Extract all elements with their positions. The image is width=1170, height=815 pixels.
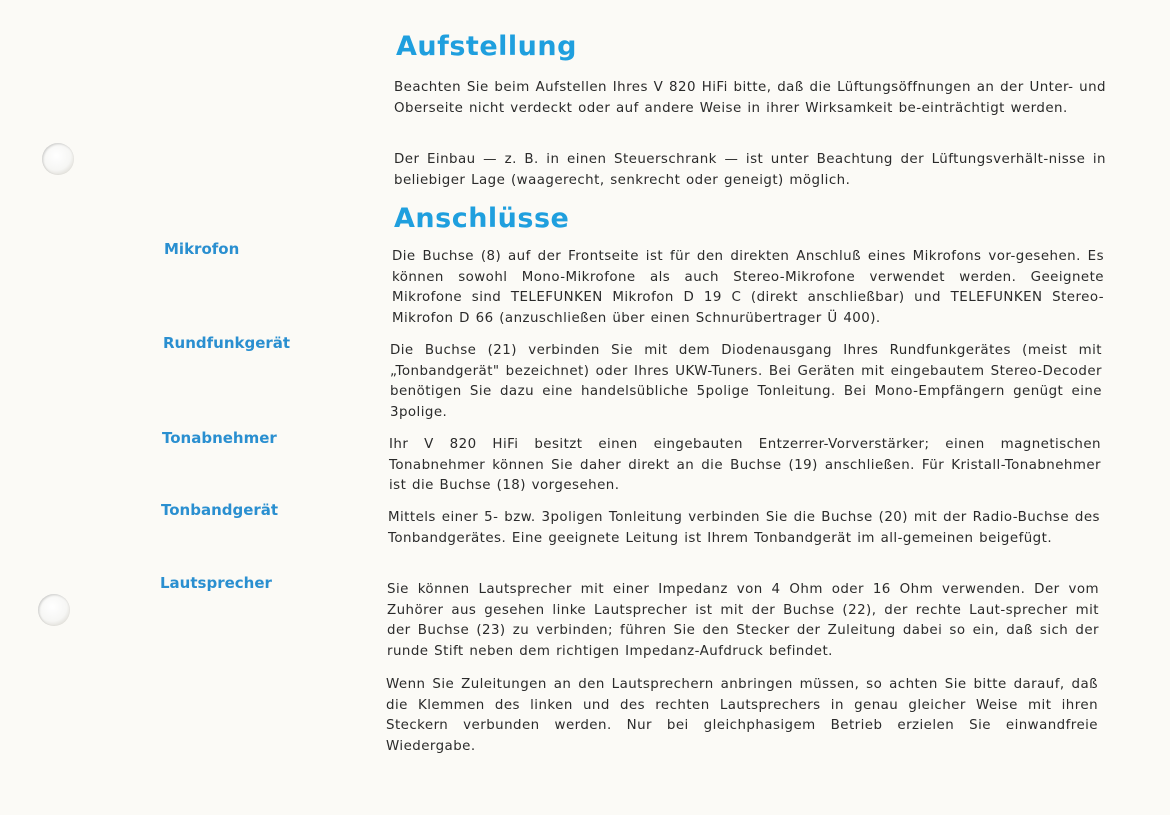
paragraph-tonabnehmer: Ihr V 820 HiFi besitzt einen eingebauten Entzerrer-Vorverstärker; einen magnetischen Tonabnehmer können Sie daher direkt an die Buchse (19) anschließen. Für Kristall-Tonabnehmer ist die Buchse (18) vorgesehen. bbox=[389, 437, 1101, 494]
paragraph-aufstellung-1: Beachten Sie beim Aufstellen Ihres V 820 HiFi bitte, daß die Lüftungsöffnungen an der Unter- und Oberseite nicht verdeckt oder auf andere Weise in ihrer Wirksamkeit be-einträchtigt werden. bbox=[394, 80, 1106, 116]
heading-anschluesse: Anschlüsse bbox=[394, 203, 570, 234]
paragraph-rundfunkgeraet: Die Buchse (21) verbinden Sie mit dem Diodenausgang Ihres Rundfunkgerätes (meist mit „Tonbandgerät" bezeichnet) oder Ihres UKW-Tuners. Bei Geräten mit eingebautem Stereo-Decoder benötigen Sie dazu eine handelsübliche 5polige Tonleitung. Bei Mono-Empfängern genügt eine 3polige. bbox=[390, 343, 1102, 420]
side-label-mikrofon: Mikrofon bbox=[164, 240, 240, 258]
paragraph-mikrofon: Die Buchse (8) auf der Frontseite ist für den direkten Anschluß eines Mikrofons vor-gesehen. Es können sowohl Mono-Mikrofone als auch Stereo-Mikrofone verwendet werden. Geeignete Mikrofone sind TELEFUNKEN Mikrofon D 19 C (direkt anschließbar) und TELEFUNKEN Stereo-Mikrofon D 66 (anzuschließen über einen Schnurübertrager Ü 400). bbox=[392, 249, 1104, 326]
side-label-rundfunkgeraet: Rundfunkgerät bbox=[163, 334, 291, 352]
side-label-tonabnehmer: Tonabnehmer bbox=[162, 429, 277, 447]
binder-hole-top bbox=[42, 143, 74, 175]
binder-hole-bottom bbox=[38, 594, 70, 626]
side-label-tonbandgeraet: Tonbandgerät bbox=[161, 501, 279, 519]
side-label-lautsprecher: Lautsprecher bbox=[160, 574, 272, 592]
heading-aufstellung: Aufstellung bbox=[396, 31, 577, 62]
paragraph-lautsprecher-hinweis: Wenn Sie Zuleitungen an den Lautsprechern anbringen müssen, so achten Sie bitte darauf, daß die Klemmen des linken und des rechten Lautsprechers in genau gleicher Weise mit ihren Steckern verbunden werden. Nur bei gleichphasigem Betrieb erzielen Sie einwandfreie Wiedergabe. bbox=[386, 677, 1098, 754]
paragraph-aufstellung-2: Der Einbau — z. B. in einen Steuerschrank — ist unter Beachtung der Lüftungsverhält-nisse in beliebiger Lage (waagerecht, senkrecht oder geneigt) möglich. bbox=[394, 152, 1106, 188]
paragraph-tonbandgeraet: Mittels einer 5- bzw. 3poligen Tonleitung verbinden Sie die Buchse (20) mit der Radio-Buchse des Tonbandgerätes. Eine geeignete Leitung ist Ihrem Tonbandgerät im all-gemeinen beigefügt. bbox=[388, 510, 1100, 546]
paragraph-lautsprecher: Sie können Lautsprecher mit einer Impedanz von 4 Ohm oder 16 Ohm verwenden. Der vom Zuhörer aus gesehen linke Lautsprecher ist mit der Buchse (22), der rechte Laut-sprecher mit der Buchse (23) zu verbinden; führen Sie den Stecker der Zuleitung dabei so ein, daß sich der runde Stift neben dem richtigen Impedanz-Aufdruck befindet. bbox=[387, 582, 1099, 659]
